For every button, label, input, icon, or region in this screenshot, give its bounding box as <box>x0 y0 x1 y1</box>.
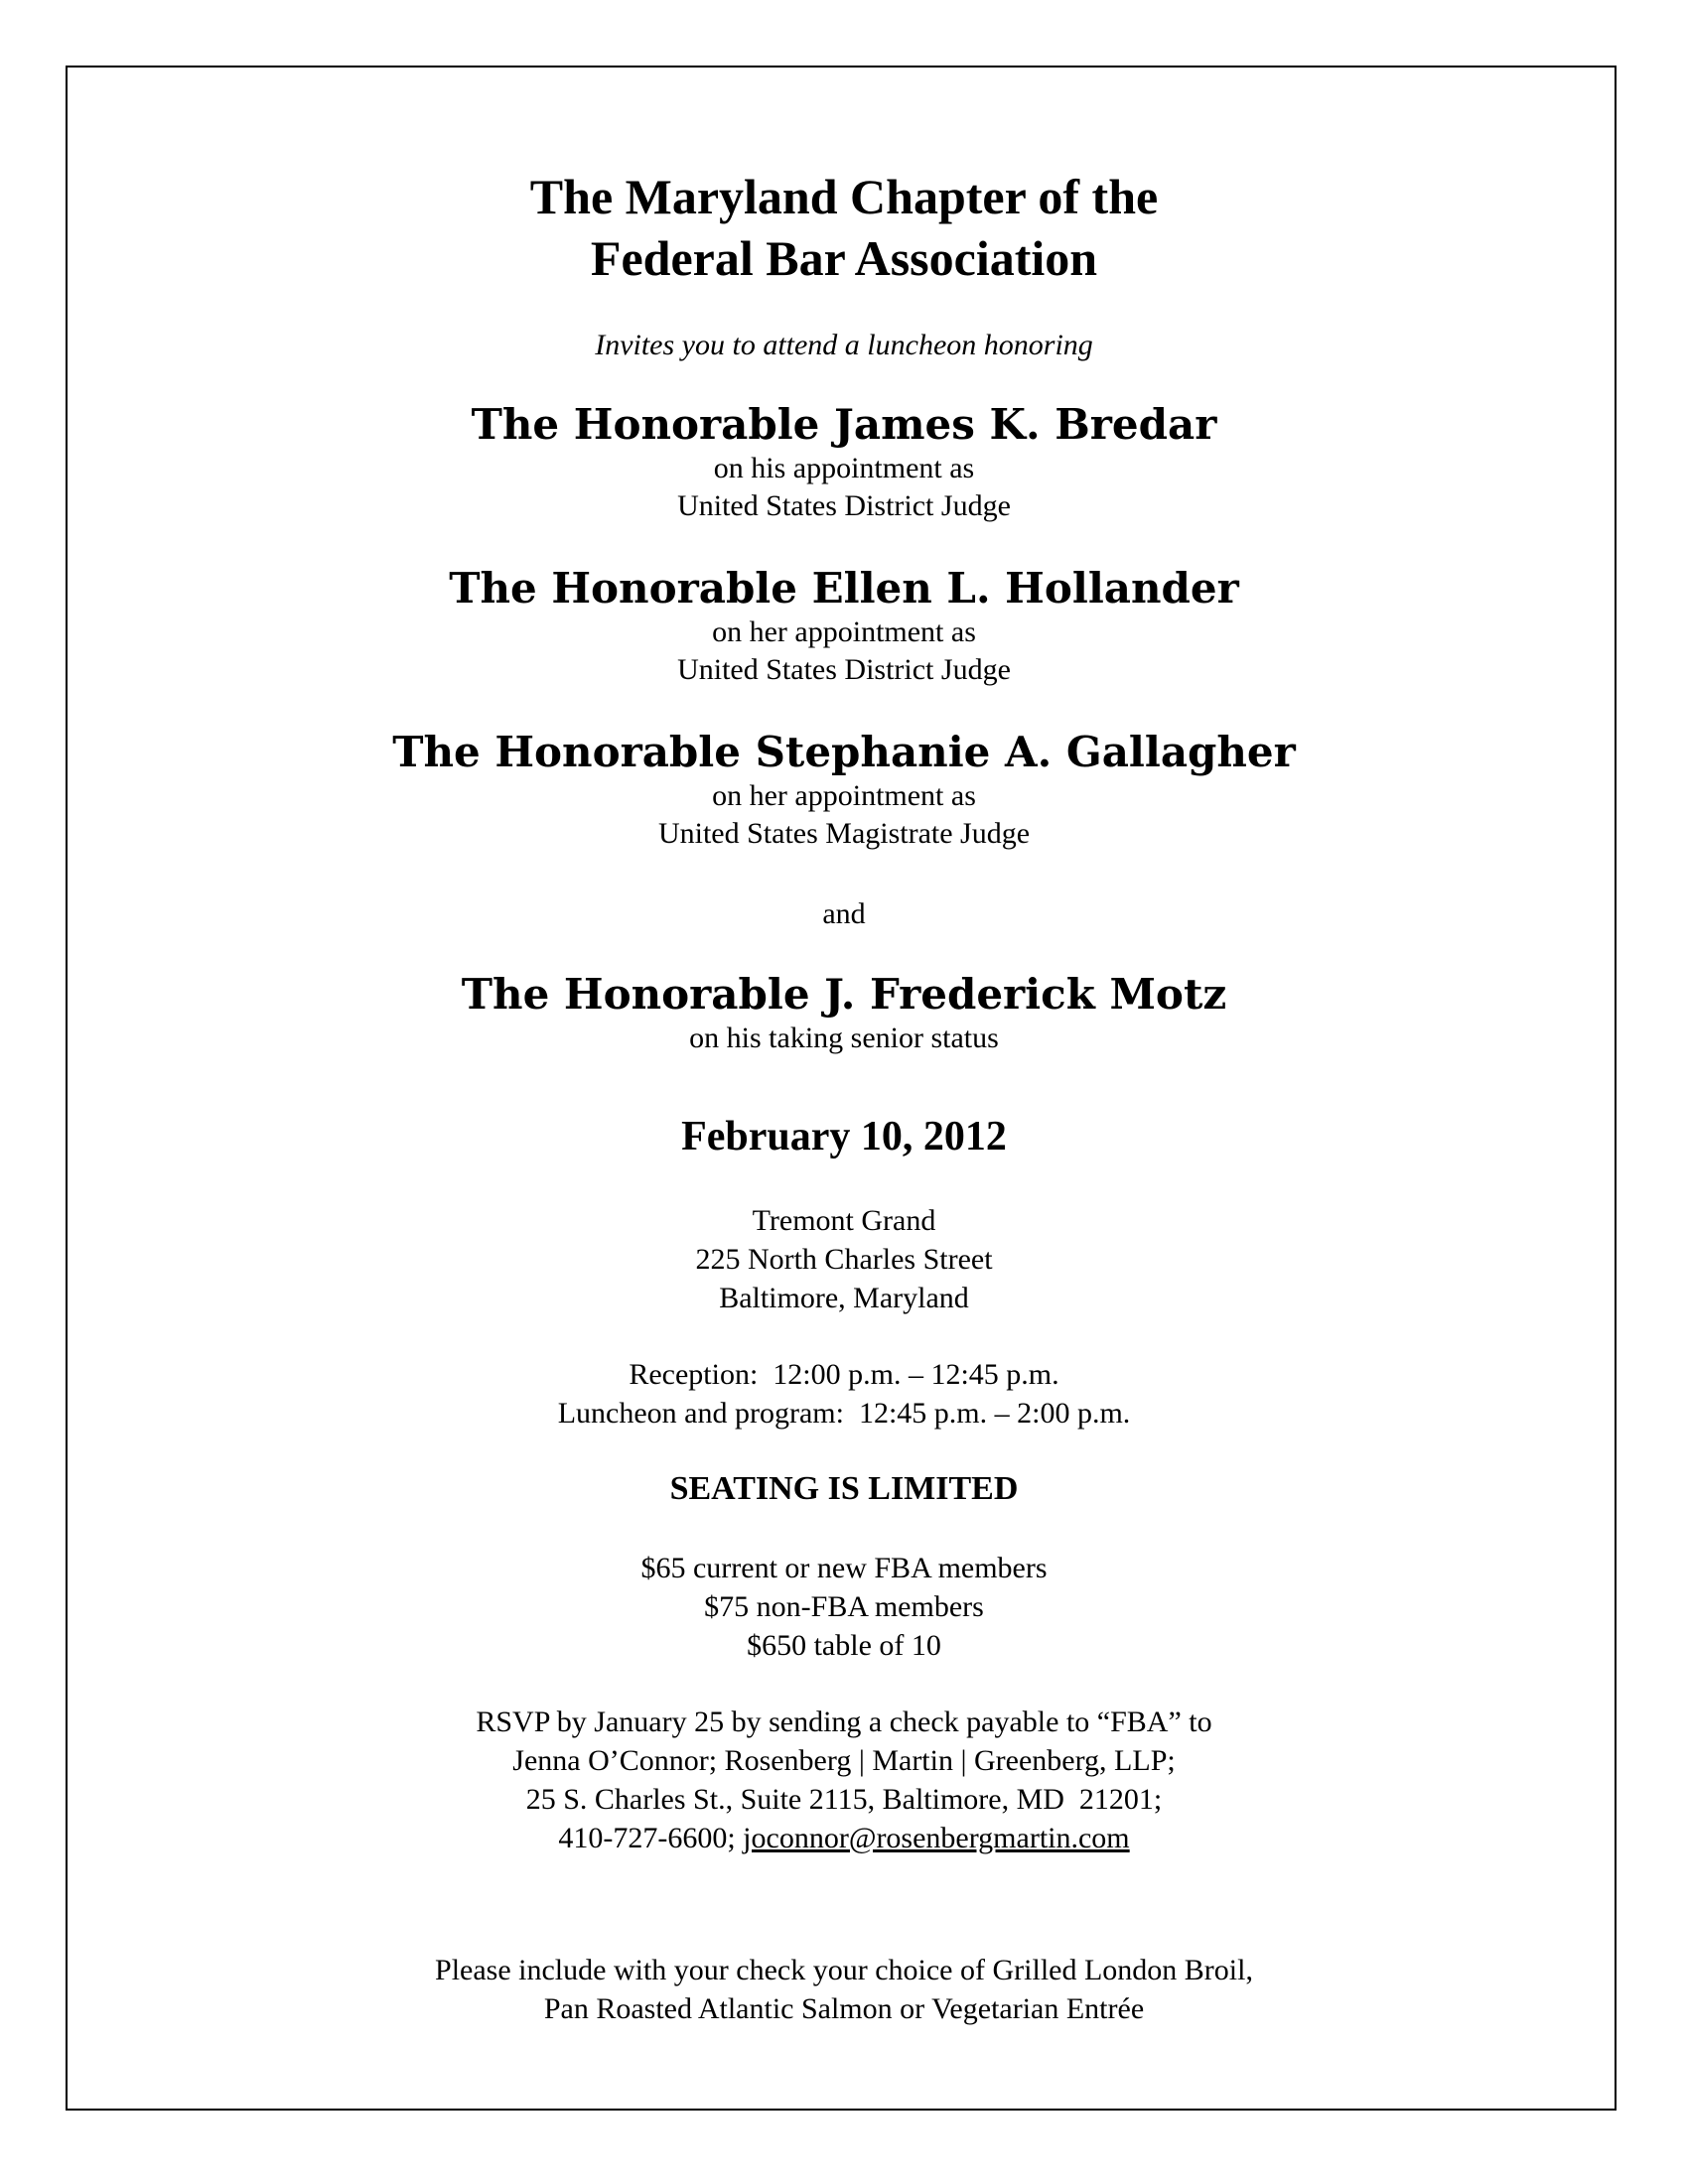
honoree-detail: on his taking senior status <box>689 1022 999 1054</box>
honoree-hollander <box>0 564 1688 689</box>
rsvp-instructions <box>0 1703 1688 1857</box>
entree-line-1: Please include with your check your choice of Grilled London Broil, <box>435 1954 1253 1986</box>
venue-city: Baltimore, Maryland <box>719 1282 969 1314</box>
invitation-text: Invites you to attend a luncheon honoring <box>595 329 1093 361</box>
honoree-name: The Honorable James K. Bredar <box>471 400 1217 449</box>
price-item: $75 non-FBA members <box>704 1590 984 1623</box>
honoree-bredar <box>0 400 1688 525</box>
price-item: $650 table of 10 <box>747 1629 941 1662</box>
event-date: February 10, 2012 <box>681 1114 1007 1160</box>
honoree-motz <box>0 970 1688 1057</box>
entree-line-2: Pan Roasted Atlantic Salmon or Vegetarian Entrée <box>543 1992 1145 2025</box>
entree-instructions <box>0 1951 1688 2028</box>
organization-title <box>0 166 1688 289</box>
organization-line-1: The Maryland Chapter of the <box>529 169 1159 224</box>
rsvp-phone: 410-727-6600; <box>558 1822 744 1854</box>
honoree-title: United States District Judge <box>677 489 1011 522</box>
seating-notice: SEATING IS LIMITED <box>669 1470 1019 1507</box>
honoree-name: The Honorable Ellen L. Hollander <box>449 564 1239 613</box>
honoree-title: United States District Judge <box>677 653 1011 686</box>
price-item: $65 current or new FBA members <box>640 1552 1048 1584</box>
rsvp-line-1: RSVP by January 25 by sending a check payable to “FBA” to <box>476 1706 1212 1738</box>
honoree-gallagher <box>0 728 1688 853</box>
honoree-detail: on her appointment as <box>712 779 976 812</box>
rsvp-line-3: 25 S. Charles St., Suite 2115, Baltimore, MD 21201; <box>525 1783 1163 1816</box>
venue-address <box>0 1201 1688 1317</box>
organization-line-2: Federal Bar Association <box>590 230 1098 286</box>
venue-name: Tremont Grand <box>752 1204 936 1237</box>
honoree-title: United States Magistrate Judge <box>657 817 1031 850</box>
reception-time: Reception: 12:00 p.m. – 12:45 p.m. <box>629 1358 1059 1391</box>
honoree-name: The Honorable Stephanie A. Gallagher <box>392 728 1296 776</box>
rsvp-line-2: Jenna O’Connor; Rosenberg | Martin | Greenberg, LLP; <box>512 1744 1176 1777</box>
luncheon-time: Luncheon and program: 12:45 p.m. – 2:00 p.m. <box>557 1397 1131 1430</box>
venue-street: 225 North Charles Street <box>695 1243 993 1276</box>
conjunction-and: and <box>822 897 866 930</box>
event-schedule <box>0 1355 1688 1433</box>
honoree-detail: on her appointment as <box>712 615 976 648</box>
honoree-name: The Honorable J. Frederick Motz <box>461 970 1227 1019</box>
rsvp-contact-line <box>0 1819 1688 1857</box>
rsvp-email-link[interactable]: joconnor@rosenbergmartin.com <box>743 1822 1130 1854</box>
price-list <box>0 1549 1688 1665</box>
honoree-detail: on his appointment as <box>713 452 975 484</box>
